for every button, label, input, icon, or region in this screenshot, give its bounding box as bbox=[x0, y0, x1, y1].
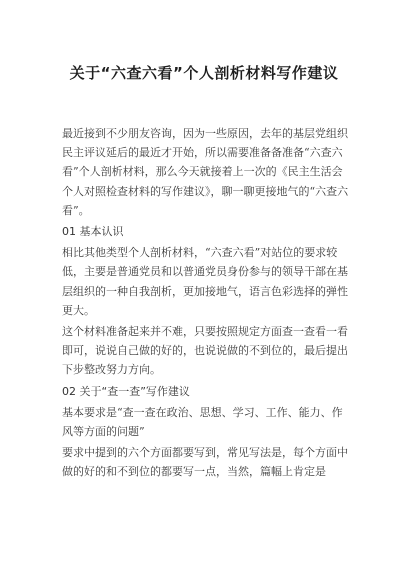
section-heading-basic: 01 基本认识 bbox=[62, 225, 124, 239]
section2-paragraph: 要求中提到的六个方面都要写到，常见写法是，每个方面中做的好的和不到位的都要写一点，当然，篇幅上肯定是 bbox=[62, 446, 348, 479]
document-title: 关于“六查六看”个人剖析材料写作建议 bbox=[69, 64, 339, 82]
section-heading-check: 02 关于“查一查”写作建议 bbox=[62, 384, 190, 398]
section2-paragraph: 基本要求是“查一查在政治、思想、学习、工作、能力、作风等方面的问题” bbox=[62, 405, 343, 439]
section1-paragraph: 相比其他类型个人剖析材料，“六查六看”对站位的要求较低，主要是普通党员和以普通党员身份参与的领导干部在基层组织的一种自我剖析，更加接地气，语言色彩选择的弹性更大。 bbox=[62, 246, 348, 317]
section1-paragraph: 这个材料准备起来并不难，只要按照规定方面查一查看一看即可，说说自己做的好的，也说说做的不到位的，最后提出下步整改努力方向。 bbox=[62, 325, 348, 377]
document-body bbox=[62, 124, 352, 484]
intro-paragraph: 最近接到不少朋友咨询，因为一些原因，去年的基层党组织民主评议延后的最近才开始，所以需要准备备准备“六查六看”个人剖析材料，那么今天就接着上一次的《民主生活会个人对照检查材料的写作建议》，聊一聊更接地气的“六查六看”。 bbox=[62, 127, 349, 217]
